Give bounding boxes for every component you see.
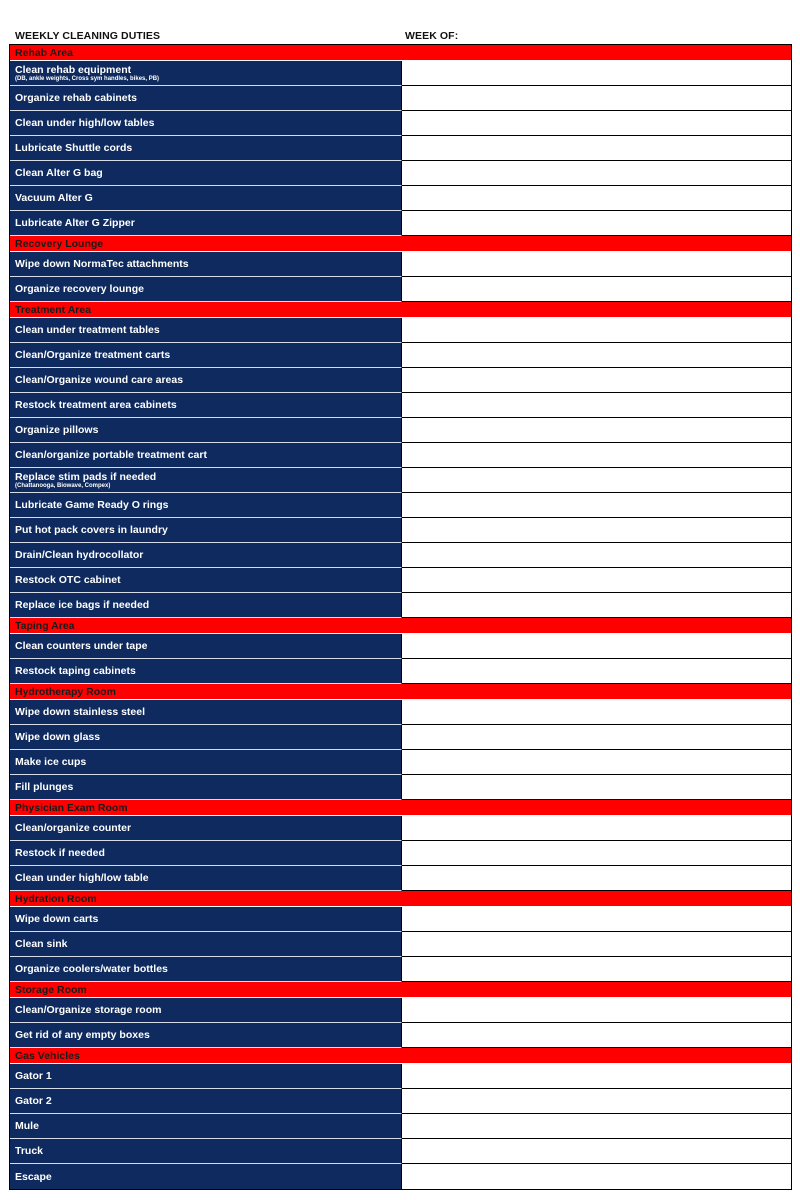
completion-cell[interactable] — [402, 932, 791, 957]
task-label: Organize recovery lounge — [15, 283, 144, 295]
task-label: Truck — [15, 1145, 44, 1157]
sheet-title: WEEKLY CLEANING DUTIES — [15, 30, 161, 42]
task-cell — [10, 393, 402, 418]
task-row — [10, 61, 791, 86]
completion-cell[interactable] — [402, 393, 791, 418]
task-cell — [10, 211, 402, 236]
task-cell — [10, 161, 402, 186]
completion-cell[interactable] — [402, 1064, 791, 1089]
task-row — [10, 277, 791, 302]
completion-cell[interactable] — [402, 816, 791, 841]
task-cell — [10, 750, 402, 775]
task-row — [10, 1089, 791, 1114]
task-label: Escape — [15, 1170, 52, 1183]
task-cell — [10, 277, 402, 302]
task-row — [10, 866, 791, 891]
completion-cell[interactable] — [402, 775, 791, 800]
task-row — [10, 211, 791, 236]
task-label: Wipe down carts — [15, 913, 99, 925]
task-cell — [10, 318, 402, 343]
task-cell — [10, 568, 402, 593]
task-label: Lubricate Shuttle cords — [15, 142, 133, 154]
task-row — [10, 318, 791, 343]
task-label: Restock OTC cabinet — [15, 574, 121, 586]
section-header: Recovery Lounge — [10, 236, 791, 252]
task-cell — [10, 61, 402, 86]
task-label: Clean Alter G bag — [15, 167, 103, 179]
task-row — [10, 418, 791, 443]
task-row — [10, 998, 791, 1023]
task-label: Organize rehab cabinets — [15, 92, 137, 104]
task-row — [10, 111, 791, 136]
task-cell — [10, 443, 402, 468]
task-cell — [10, 543, 402, 568]
task-note: (DB, ankle weights, Cross sym handles, bikes, PB) — [15, 75, 160, 82]
completion-cell[interactable] — [402, 443, 791, 468]
task-row — [10, 907, 791, 932]
task-label: Lubricate Alter G Zipper — [15, 217, 135, 229]
task-cell — [10, 136, 402, 161]
completion-cell[interactable] — [402, 318, 791, 343]
task-row — [10, 493, 791, 518]
task-label: Clean/Organize wound care areas — [15, 374, 184, 386]
task-cell — [10, 1023, 402, 1048]
completion-cell[interactable] — [402, 866, 791, 891]
completion-cell[interactable] — [402, 252, 791, 277]
completion-cell[interactable] — [402, 111, 791, 136]
task-cell — [10, 518, 402, 543]
task-row — [10, 86, 791, 111]
task-label: Clean sink — [15, 938, 68, 950]
completion-cell[interactable] — [402, 634, 791, 659]
task-label: Clean rehab equipment — [15, 63, 132, 76]
task-cell — [10, 1064, 402, 1089]
completion-cell[interactable] — [402, 907, 791, 932]
completion-cell[interactable] — [402, 368, 791, 393]
completion-cell[interactable] — [402, 725, 791, 750]
task-row — [10, 700, 791, 725]
task-row — [10, 1164, 791, 1189]
completion-cell[interactable] — [402, 518, 791, 543]
task-cell — [10, 468, 402, 493]
week-of-label: WEEK OF: — [405, 30, 459, 42]
completion-cell[interactable] — [402, 468, 791, 493]
task-cell — [10, 493, 402, 518]
task-cell — [10, 1114, 402, 1139]
section-header: Physician Exam Room — [10, 800, 791, 816]
task-row — [10, 775, 791, 800]
task-cell — [10, 907, 402, 932]
task-row — [10, 1023, 791, 1048]
task-row — [10, 1114, 791, 1139]
task-row — [10, 1139, 791, 1164]
task-cell — [10, 111, 402, 136]
task-label: Fill plunges — [15, 781, 74, 793]
task-cell — [10, 1164, 402, 1189]
completion-cell[interactable] — [402, 186, 791, 211]
completion-cell[interactable] — [402, 211, 791, 236]
completion-cell[interactable] — [402, 957, 791, 982]
task-row — [10, 393, 791, 418]
completion-cell[interactable] — [402, 136, 791, 161]
section-header: Hydration Room — [10, 891, 791, 907]
task-cell — [10, 86, 402, 111]
task-label: Restock if needed — [15, 847, 105, 859]
task-label: Vacuum Alter G — [15, 192, 93, 204]
task-row — [10, 750, 791, 775]
task-row — [10, 593, 791, 618]
task-cell — [10, 186, 402, 211]
task-label: Replace stim pads if needed — [15, 470, 157, 483]
task-row — [10, 343, 791, 368]
completion-cell[interactable] — [402, 593, 791, 618]
task-row — [10, 816, 791, 841]
task-label: Clean under high/low table — [15, 872, 149, 884]
task-row — [10, 634, 791, 659]
task-label: Drain/Clean hydrocollator — [15, 549, 144, 561]
task-cell — [10, 418, 402, 443]
completion-cell[interactable] — [402, 161, 791, 186]
completion-cell[interactable] — [402, 659, 791, 684]
task-label: Clean under high/low tables — [15, 117, 155, 129]
task-label: Replace ice bags if needed — [15, 599, 150, 611]
task-label: Wipe down glass — [15, 731, 101, 743]
task-label: Put hot pack covers in laundry — [15, 524, 168, 536]
task-cell — [10, 343, 402, 368]
completion-cell[interactable] — [402, 277, 791, 302]
task-cell — [10, 593, 402, 618]
task-cell — [10, 252, 402, 277]
section-header: Hydrotherapy Room — [10, 684, 791, 700]
completion-cell[interactable] — [402, 418, 791, 443]
task-row — [10, 518, 791, 543]
task-note: (Chattanooga, Biowave, Compex) — [15, 482, 111, 489]
section-header: Storage Room — [10, 982, 791, 998]
completion-cell[interactable] — [402, 493, 791, 518]
completion-cell[interactable] — [402, 700, 791, 725]
task-label: Organize coolers/water bottles — [15, 963, 168, 975]
task-label: Wipe down NormaTec attachments — [15, 258, 189, 270]
completion-cell[interactable] — [402, 61, 791, 86]
task-row — [10, 186, 791, 211]
completion-cell[interactable] — [402, 1089, 791, 1114]
task-label: Lubricate Game Ready O rings — [15, 499, 169, 511]
task-label: Organize pillows — [15, 424, 99, 436]
task-label: Get rid of any empty boxes — [15, 1029, 150, 1041]
section-header: Rehab Area — [10, 45, 791, 61]
task-row — [10, 443, 791, 468]
task-row — [10, 725, 791, 750]
task-row — [10, 841, 791, 866]
task-row — [10, 568, 791, 593]
task-label: Mule — [15, 1120, 39, 1132]
completion-cell[interactable] — [402, 1114, 791, 1139]
task-row — [10, 957, 791, 982]
task-cell — [10, 775, 402, 800]
completion-cell[interactable] — [402, 1023, 791, 1048]
task-cell — [10, 725, 402, 750]
completion-cell[interactable] — [402, 543, 791, 568]
task-label: Clean counters under tape — [15, 640, 148, 652]
task-cell — [10, 841, 402, 866]
section-header: Treatment Area — [10, 302, 791, 318]
task-row — [10, 659, 791, 684]
task-label: Gator 2 — [15, 1095, 52, 1107]
section-header: Gas Vehicles — [10, 1048, 791, 1064]
task-row — [10, 932, 791, 957]
task-row — [10, 161, 791, 186]
task-row — [10, 543, 791, 568]
task-row — [10, 136, 791, 161]
task-row — [10, 1064, 791, 1089]
completion-cell[interactable] — [402, 568, 791, 593]
task-label: Clean/Organize storage room — [15, 1004, 162, 1016]
task-cell — [10, 659, 402, 684]
completion-cell[interactable] — [402, 750, 791, 775]
sheet-header — [15, 30, 790, 44]
task-label: Clean under treatment tables — [15, 324, 160, 336]
section-header: Taping Area — [10, 618, 791, 634]
task-cell — [10, 1139, 402, 1164]
task-row — [10, 468, 791, 493]
task-cell — [10, 700, 402, 725]
task-cell — [10, 1089, 402, 1114]
task-label: Restock treatment area cabinets — [15, 399, 177, 411]
completion-cell[interactable] — [402, 1164, 791, 1189]
completion-cell[interactable] — [402, 1139, 791, 1164]
task-label: Clean/organize portable treatment cart — [15, 449, 207, 461]
task-cell — [10, 932, 402, 957]
completion-cell[interactable] — [402, 86, 791, 111]
task-label: Wipe down stainless steel — [15, 706, 146, 718]
task-cell — [10, 816, 402, 841]
task-cell — [10, 368, 402, 393]
task-label: Clean/Organize treatment carts — [15, 349, 171, 361]
task-cell — [10, 866, 402, 891]
completion-cell[interactable] — [402, 841, 791, 866]
task-cell — [10, 634, 402, 659]
task-label: Gator 1 — [15, 1070, 52, 1082]
task-label: Restock taping cabinets — [15, 665, 136, 677]
task-cell — [10, 998, 402, 1023]
task-cell — [10, 957, 402, 982]
task-label: Clean/organize counter — [15, 822, 132, 834]
task-row — [10, 252, 791, 277]
task-label: Make ice cups — [15, 756, 87, 768]
cleaning-duties-table — [9, 44, 792, 1190]
task-row — [10, 368, 791, 393]
completion-cell[interactable] — [402, 998, 791, 1023]
completion-cell[interactable] — [402, 343, 791, 368]
